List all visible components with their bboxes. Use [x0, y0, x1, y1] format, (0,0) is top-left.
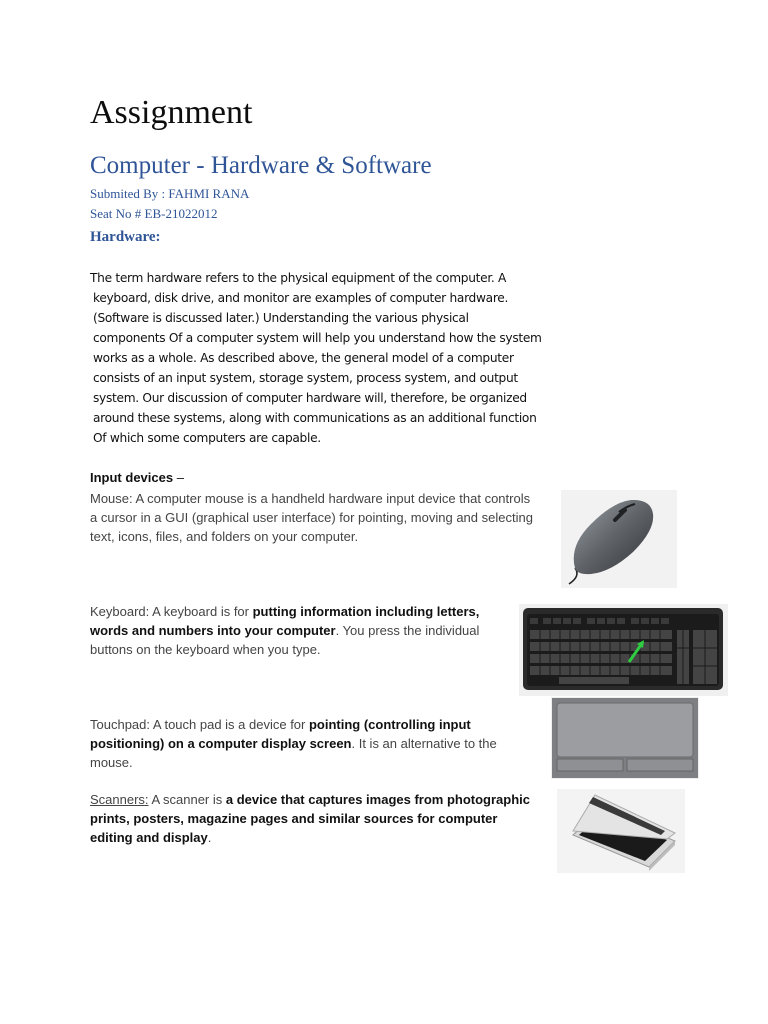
- touchpad-image: [551, 697, 699, 779]
- mouse-description: Mouse: A computer mouse is a handheld hardware input device that controls a cursor in a GUI (graphical user interface) for pointing, moving and selecting text, icons, files, and folders on your computer.: [90, 491, 533, 544]
- paragraph-line: system. Our discussion of computer hardware will, therefore, be organized: [93, 391, 527, 405]
- keyboard-illustration: [519, 604, 728, 696]
- touchpad-lead: Touchpad: A touch pad is a device for: [90, 717, 309, 732]
- hardware-paragraph: [90, 268, 540, 448]
- paragraph-line: around these systems, along with communications as an additional function: [93, 411, 537, 425]
- document-subtitle: Computer - Hardware & Software: [90, 152, 432, 179]
- scanner-tail: .: [207, 830, 212, 845]
- seat-number: Seat No # EB-21022012: [90, 206, 218, 221]
- document-title: Assignment: [90, 94, 253, 131]
- paragraph-line: works as a whole. As described above, the general model of a computer: [93, 351, 514, 365]
- input-devices-heading: [90, 470, 184, 485]
- keyboard-description: [90, 602, 520, 659]
- scanner-bold: a device that captures images from photographic prints, posters, magazine pages and similar sources for computer editing and display: [90, 792, 531, 845]
- scanner-image: [557, 789, 685, 873]
- input-devices-dash: –: [173, 470, 184, 485]
- keyboard-bold: putting information including letters, words and numbers into your computer: [90, 604, 480, 638]
- hardware-heading: Hardware:: [90, 229, 161, 245]
- scanner-lead: Scanners: [90, 792, 145, 807]
- touchpad-tail: . It is an alternative to the mouse.: [90, 736, 497, 770]
- paragraph-line: The term hardware refers to the physical equipment of the computer. A: [90, 271, 507, 285]
- scanner-illustration: [557, 789, 685, 873]
- keyboard-lead: Keyboard: A keyboard is for: [90, 604, 253, 619]
- submitted-by: Submited By : FAHMI RANA: [90, 186, 250, 201]
- paragraph-line: consists of an input system, storage system, process system, and output: [93, 371, 518, 385]
- touchpad-description: [90, 715, 535, 772]
- paragraph-line: Of which some computers are capable.: [93, 431, 321, 445]
- keyboard-tail: . You press the individual buttons on the keyboard when you type.: [90, 623, 480, 657]
- touchpad-bold: pointing (controlling input positioning) on a computer display screen: [90, 717, 471, 751]
- scanner-colon: :: [144, 792, 149, 807]
- paragraph-line: (Software is discussed later.) Understanding the various physical: [93, 311, 469, 325]
- paragraph-line: components Of a computer system will help you understand how the system: [93, 331, 542, 345]
- mouse-illustration: [561, 490, 677, 588]
- touchpad-illustration: [551, 697, 699, 779]
- scanner-mid: A scanner is: [148, 792, 226, 807]
- paragraph-line: keyboard, disk drive, and monitor are examples of computer hardware.: [93, 291, 509, 305]
- keyboard-image: [519, 604, 728, 696]
- input-devices-label: Input devices: [90, 470, 174, 485]
- scanner-description: [90, 790, 535, 847]
- mouse-image: [561, 490, 677, 588]
